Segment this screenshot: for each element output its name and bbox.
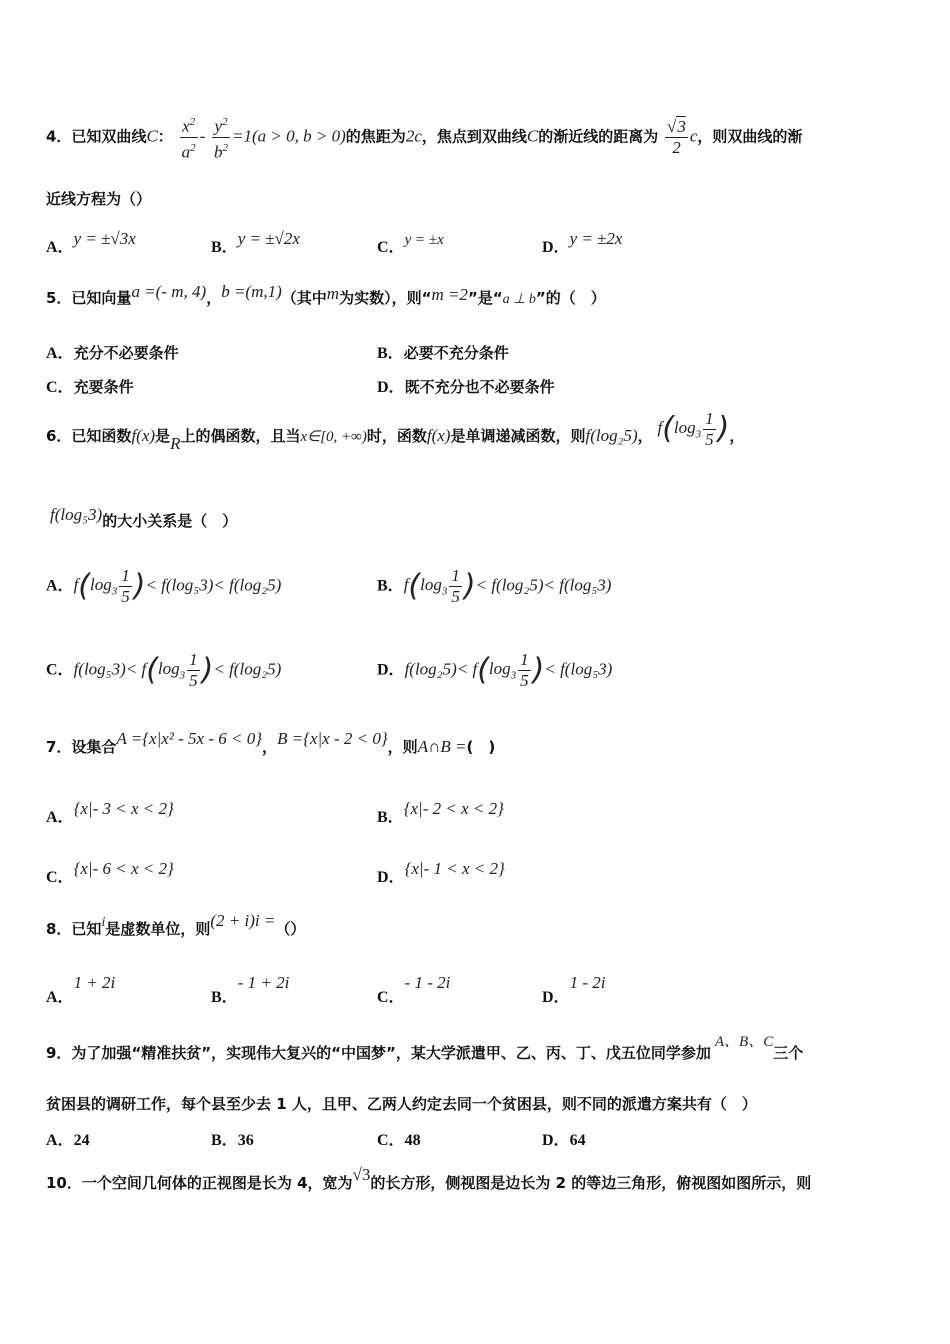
q6-option-c-tail: < f(log₂5) [213, 659, 282, 679]
q4-prefix: 4．已知双曲线 [46, 127, 147, 146]
q4-text2: ，焦点到双曲线 [421, 127, 527, 146]
q8-option-d[interactable] [542, 970, 606, 1006]
q6-line1 [46, 408, 745, 466]
q5-text1: （其中 [281, 289, 327, 307]
q7-set-A: A ={x|x² - 5x - 6 < 0} [116, 729, 263, 748]
q9-option-b-label: B． [211, 1132, 238, 1149]
q4-option-b-text: y = ±√2x [237, 229, 300, 248]
q6-option-d-label: D． [377, 661, 405, 679]
q4-option-b-label: B． [211, 239, 238, 256]
q7-option-c-text: {x|- 6 < x < 2} [73, 859, 174, 878]
q9-option-b-text: 36 [237, 1132, 254, 1149]
q9-option-b[interactable] [211, 1127, 254, 1150]
q4-curve-name: C [146, 126, 158, 146]
q9-counties: A、B、C [714, 1034, 774, 1050]
q6-f-log2-5: f(log₂5) [585, 426, 638, 445]
q9-line2: 贫困县的调研工作，每个县至少去 1 人，且甲、乙两人约定去同一个贫困县，则不同的派遣方案共有（ ） [46, 1095, 757, 1113]
q4-text1: 的焦距为 [345, 127, 406, 146]
q5-option-c-label: C． [46, 379, 74, 396]
q5-condition: m =2 [431, 285, 468, 304]
q9-option-d-text: 64 [569, 1132, 586, 1149]
q7-option-b-text: {x|- 2 < x < 2} [403, 799, 504, 818]
q7-option-a-text: {x|- 3 < x < 2} [73, 799, 174, 818]
q8-i: i [101, 915, 106, 930]
q6-option-c-label: C． [46, 661, 74, 679]
q6-option-d-text: f(log₂5)< f [404, 659, 478, 679]
q8-option-a-text: 1 + 2i [73, 973, 116, 992]
q7-option-a[interactable] [46, 796, 174, 826]
q4-curve-name-2: C [526, 126, 539, 146]
q7-option-b-label: B． [377, 809, 404, 826]
q8-option-b[interactable] [211, 970, 290, 1006]
q7-text2: ( ) [466, 738, 496, 756]
q5-option-a-text: 充分不必要条件 [73, 344, 179, 362]
q6-R: R [170, 434, 181, 453]
q6-f-log5-3: f(log₅3) [50, 505, 103, 524]
q9-option-d-label: D． [542, 1132, 570, 1149]
q6-option-a[interactable] [46, 566, 281, 607]
q8-line [46, 911, 306, 939]
q5-text3: ”是“ [467, 289, 503, 307]
q4-option-d-label: D． [542, 239, 570, 256]
q6-prefix: 6．已知函数 [46, 427, 132, 445]
q8-option-c-text: - 1 - 2i [404, 973, 451, 992]
q6-option-c-text: f(log₅3)< f [73, 659, 147, 679]
q4-option-d[interactable] [542, 226, 623, 256]
q9-text2: 三个 [773, 1044, 804, 1062]
q5-option-a-label: A． [46, 345, 74, 362]
q4-frac-y: $\frac{y^2}{b^2}$ [212, 112, 230, 162]
q4-focal-length: 2c [405, 126, 422, 146]
q7-option-b[interactable] [377, 796, 504, 826]
q6-text3: 时，函数 [366, 427, 427, 445]
q4-line2: 近线方程为（） [46, 190, 152, 208]
q4-option-b[interactable] [211, 226, 300, 256]
q9-option-a[interactable] [46, 1127, 90, 1150]
q6-option-a-lead: $f(\log_3$ $\frac{1}{5}$ ) [73, 566, 146, 606]
q10-text2: 的长方形，侧视图是边长为 2 的等边三角形，俯视图如图所示，则 [370, 1174, 812, 1192]
q6-line2 [50, 505, 238, 531]
q9-text1: 9．为了加强“精准扶贫”，实现伟大复兴的“中国梦”，某大学派遣甲、乙、丙、丁、戊五位同学参加 [46, 1044, 711, 1062]
q8-option-c-label: C． [377, 989, 405, 1006]
q6-option-c-mid: ($\log_3$ $\frac{1}{5}$ ) [146, 650, 214, 690]
q6-option-d-tail: < f(log₅3) [544, 659, 613, 679]
q4-frac-sqrt3-2: $\frac{√3}{2}$ [667, 116, 686, 157]
q6-option-b-lead: $f(\log_3$ $\frac{1}{5}$ ) [403, 566, 476, 606]
q5-option-b-text: 必要不充分条件 [403, 344, 509, 362]
q8-option-c[interactable] [377, 970, 451, 1006]
q9-option-a-text: 24 [73, 1132, 90, 1149]
q5-option-d-text: 既不充分也不必要条件 [404, 378, 555, 396]
q6-trailing-comma: ， [729, 427, 745, 445]
q7-option-d-label: D． [377, 869, 405, 886]
q5-option-b[interactable] [377, 340, 509, 363]
q4-option-c-text: y = ±x [404, 232, 444, 248]
q9-option-c[interactable] [377, 1127, 421, 1150]
q8-text1: 是虚数单位，则 [105, 920, 211, 938]
q4-equation-rest: =1(a > 0, b > 0) [232, 126, 346, 146]
q5-option-d-label: D． [377, 379, 405, 396]
q5-vector-a: a =(- m, 4) [131, 282, 207, 301]
q4-option-d-text: y = ±2x [569, 229, 623, 248]
q8-option-a-label: A． [46, 989, 74, 1006]
q8-option-d-text: 1 - 2i [569, 973, 606, 992]
q5-m: m [326, 284, 340, 303]
q6-option-a-label: A． [46, 577, 74, 595]
q7-option-d-text: {x|- 1 < x < 2} [404, 859, 505, 878]
q5-line [46, 282, 606, 308]
q9-option-c-label: C． [377, 1132, 405, 1149]
q4-option-a-text: y = ±√3x [73, 229, 136, 248]
q8-option-b-label: B． [211, 989, 238, 1006]
q6-option-c[interactable] [46, 650, 281, 691]
q7-text1: ，则 [387, 738, 418, 756]
q8-option-d-label: D． [542, 989, 570, 1006]
q10-text1: 10．一个空间几何体的正视图是长为 4，宽为 [46, 1174, 353, 1192]
q5-vector-b: b =(m,1) [221, 282, 282, 301]
q5-option-d[interactable] [377, 374, 555, 397]
q7-intersection: A∩B = [417, 737, 467, 756]
q6-fx-2: f(x) [426, 426, 451, 445]
q10-line [46, 1165, 812, 1193]
q5-option-c-text: 充要条件 [73, 378, 134, 396]
q9-line1 [46, 1034, 804, 1063]
q7-comma: ， [262, 738, 278, 756]
q7-prefix: 7．设集合 [46, 738, 117, 756]
q4-text4: ，则双曲线的渐 [697, 127, 803, 146]
q6-f-log3-fifth: $f(\log_3$ $\frac{1}{5}$ ) [657, 408, 730, 449]
q9-option-a-label: A． [46, 1132, 74, 1149]
q5-prefix: 5．已知向量 [46, 289, 132, 307]
q6-text2: 上的偶函数，且当 [180, 427, 301, 445]
q7-option-d[interactable] [377, 856, 505, 886]
q7-set-B: B ={x|x - 2 < 0} [277, 729, 388, 748]
q6-text1: 是 [155, 427, 171, 445]
q6-option-a-text: < f(log₅3)< f(log₂5) [145, 575, 282, 595]
q5-option-a[interactable] [46, 340, 179, 363]
q6-text5: 的大小关系是（ ） [102, 512, 238, 530]
q6-option-b-label: B． [377, 577, 404, 595]
q4-colon: ： [157, 127, 173, 146]
q9-option-c-text: 48 [404, 1132, 421, 1149]
q7-option-a-label: A． [46, 809, 74, 826]
q6-option-d-mid: ($\log_3$ $\frac{1}{5}$ ) [477, 650, 545, 690]
q8-prefix: 8．已知 [46, 920, 102, 938]
q5-text4: ”的（ ） [535, 289, 606, 307]
q10-sqrt3: √3 [352, 1165, 371, 1184]
q8-option-a[interactable] [46, 970, 116, 1006]
q6-option-b-text: < f(log₂5)< f(log₅3) [475, 575, 612, 595]
q4-option-c-label: C． [377, 239, 405, 256]
q5-perpendicular: a ⊥ b [502, 292, 536, 307]
q5-option-b-label: B． [377, 345, 404, 362]
q6-option-d[interactable] [377, 650, 612, 691]
q4-line1: 4．已知双曲线C： $\frac{x^2}{a^2}$ - $\frac{y^2}{b^2}$ =1(a > 0, b > 0)的焦距为2c，焦点到双曲线C的渐近线的距离为 $\frac{√3}{2}$ c，则双曲线的渐 [46, 112, 802, 162]
q7-option-c-label: C． [46, 869, 74, 886]
q7-line [46, 729, 496, 757]
q4-c: c [689, 126, 698, 146]
q5-option-c[interactable] [46, 374, 134, 397]
q6-text4: 是单调递减函数，则 [450, 427, 586, 445]
q5-text2: 为实数），则“ [339, 289, 432, 307]
q4-frac-x: $\frac{x^2}{a^2}$ [180, 112, 198, 162]
q6-condition: x∈[0, +∞) [300, 429, 367, 445]
q4-option-a[interactable] [46, 226, 136, 256]
q6-option-b[interactable] [377, 566, 611, 607]
q6-fx: f(x) [131, 426, 156, 445]
q8-expression: (2 + i)i = [210, 911, 276, 930]
q5-comma: ， [206, 289, 222, 307]
q4-option-c[interactable] [377, 226, 444, 256]
q4-text3: 的渐近线的距离为 [538, 127, 659, 146]
q9-option-d[interactable] [542, 1127, 586, 1150]
q8-text2: （） [275, 920, 306, 938]
q7-option-c[interactable] [46, 856, 174, 886]
q6-comma: ， [637, 427, 653, 445]
q8-option-b-text: - 1 + 2i [237, 973, 290, 992]
q4-option-a-label: A． [46, 239, 74, 256]
